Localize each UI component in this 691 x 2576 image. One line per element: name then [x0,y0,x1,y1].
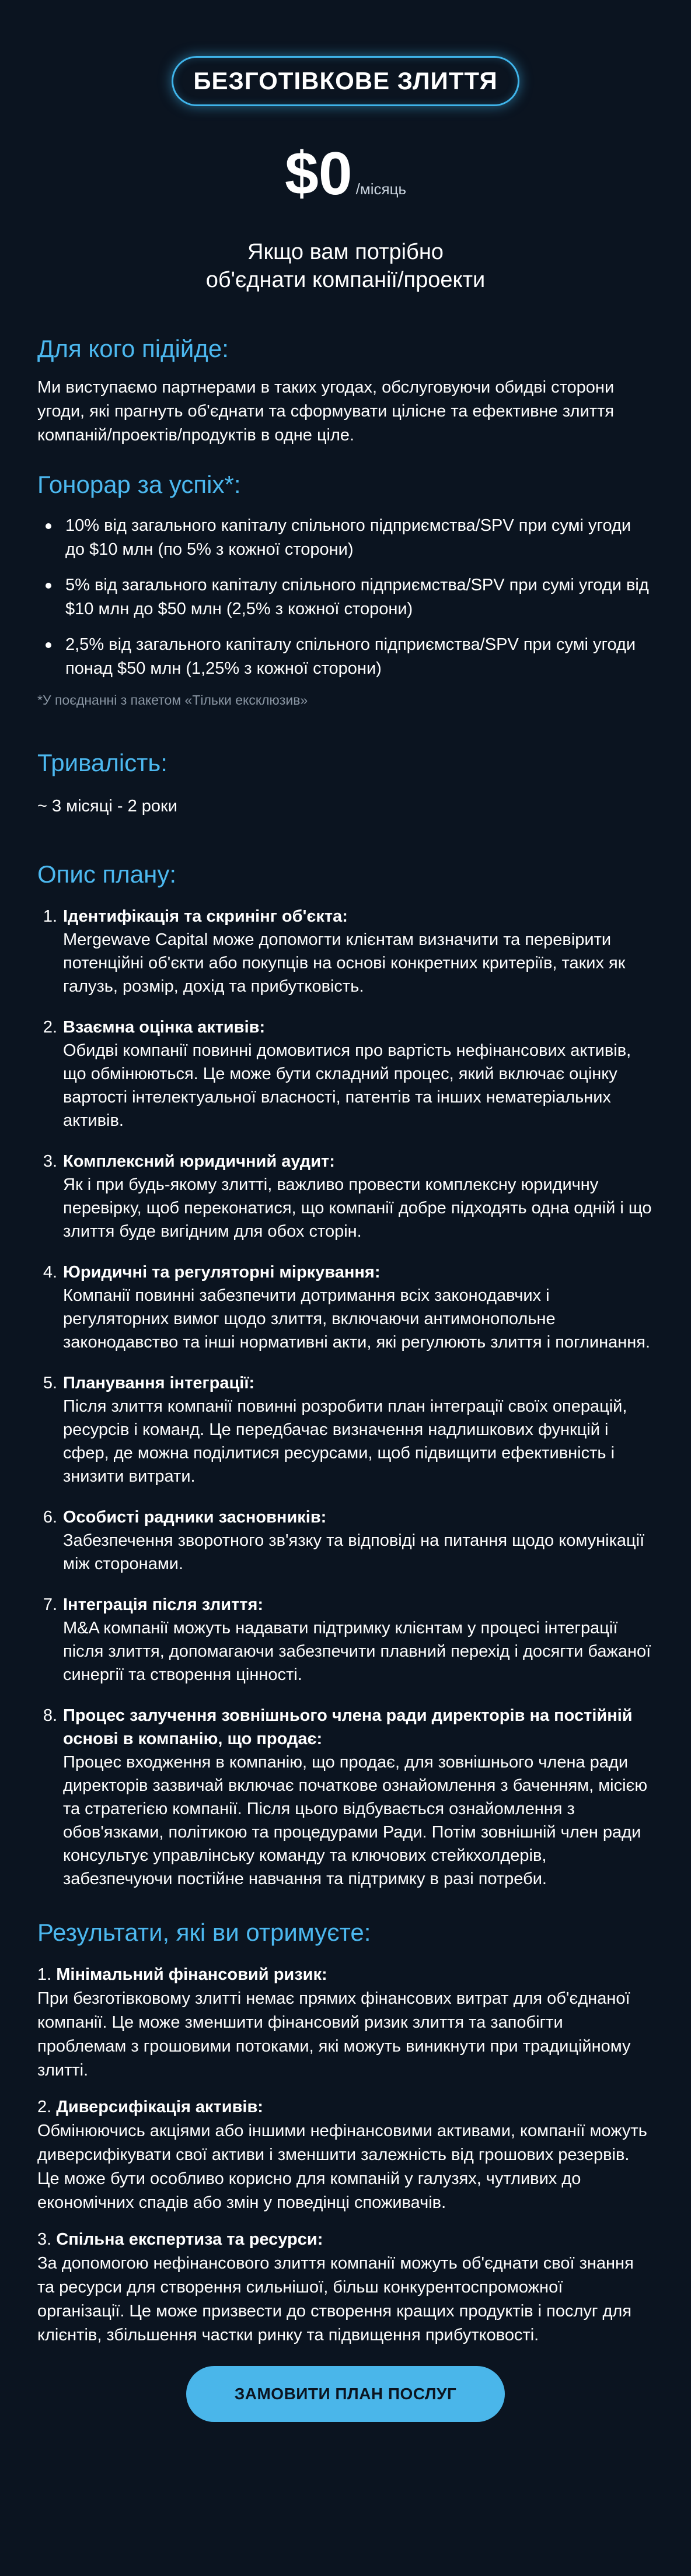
section-heading-duration: Тривалість: [37,749,167,776]
result-item [37,1963,654,2082]
plan-badge: БЕЗГОТІВКОВЕ ЗЛИТТЯ [172,56,519,106]
result-text: При безготівковому злитті немає прямих фінансових витрат для об'єднаної компанії. Це може зменшити фінансовий ризик злиття та запобігти проблемам з грошовими потоками, які можуть виникнути при традиційному злитті. [37,1989,631,2080]
plan-step-text: Забезпечення зворотного зв'язку та відповіді на питання щодо комунікації між сторонами. [63,1531,645,1573]
section-plan-description [37,859,654,1891]
order-plan-button[interactable]: ЗАМОВИТИ ПЛАН ПОСЛУГ [186,2366,505,2422]
plan-step-text: Компанії повинні забезпечити дотримання всіх законодавчих і регуляторних вимог щодо злиття, включаючи антимонопольне законодавство та інші нормативні акти, які регулюють злиття і поглинання. [63,1286,651,1352]
plan-step-text: Як і при будь-якому злитті, важливо провести комплексну юридичну перевірку, щоб переконатися, що компанії добре підходять одна одній і що злиття буде вигідним для обох сторін. [63,1175,652,1241]
result-item [37,2095,654,2215]
plan-step-number: 8. [43,1706,57,1725]
results-list [37,1963,654,2347]
section-heading-success-fee: Гонорар за успіх*: [37,471,241,498]
section-heading-results: Результати, які ви отримуєте: [37,1919,371,1946]
section-heading-audience: Для кого підійде: [37,335,229,362]
price-row [37,140,654,208]
plan-step-number: 2. [43,1018,57,1037]
plan-step-number: 6. [43,1508,57,1527]
plan-step-title: Взаємна оцінка активів: [63,1018,266,1037]
duration-text: ~ 3 місяці - 2 роки [37,797,177,816]
fee-item: 10% від загального капіталу спільного підприємства/SPV при сумі угоди до $10 млн (по 5% з кожної сторони) [37,514,654,562]
plan-step-title: Процес залучення зовнішнього члена ради директорів на постійній основі в компанію, що продає: [63,1706,633,1748]
section-success-fee [37,470,654,708]
plan-step-number: 5. [43,1374,57,1392]
plan-step-text: Mergewave Capital може допомогти клієнтам визначити та перевірити потенційні об'єкти або покупців на основі конкретних критеріїв, таких як галузь, розмір, дохід та прибутковість. [63,930,626,996]
badge-wrap [37,0,654,106]
plan-step-text: Процес входження в компанію, що продає, для зовнішнього члена ради директорів зазвичай включає початкове ознайомлення з баченням, місією та стратегією компанії. Після цього відбувається ознайомлення з обов'язками, політикою та процедурами Ради. Потім зовнішній член ради консультує управлінську команду та ключових стейкхолдерів, забезпечуючи постійне навчання та підтримку в разі потреби. [63,1753,648,1888]
fee-footnote: *У поєднанні з пакетом «Тільки ексклюзив» [37,692,308,708]
plan-step [37,1016,654,1132]
subtitle-line-2: об'єднати компанії/проекти [205,268,486,292]
plan-step-number: 3. [43,1152,57,1171]
plan-step [37,1593,654,1686]
section-audience [37,334,654,447]
fee-list [37,514,654,681]
fee-item: 5% від загального капіталу спільного підприємства/SPV при сумі угоди від $10 млн до $50 млн (2,5% з кожної сторони) [37,573,654,621]
plan-step [37,1704,654,1891]
section-results [37,1917,654,2347]
plan-step [37,1371,654,1488]
plan-step [37,905,654,998]
plan-step-text: Після злиття компанії повинні розробити план інтеграції своїх операцій, ресурсів і команд. Це передбачає визначення надлишкових функцій і сфер, де можна поділитися ресурсами, щоб підвищити ефективність і знизити витрати. [63,1397,627,1486]
subtitle-line-1: Якщо вам потрібно [247,240,444,264]
plan-step-title: Юридичні та регуляторні міркування: [63,1263,381,1282]
plan-subtitle [37,238,654,294]
plan-step [37,1150,654,1243]
plan-step-title: Інтеграція після злиття: [63,1595,264,1614]
plan-step [37,1261,654,1354]
plan-step-text: Обидві компанії повинні домовитися про вартість нефінансових активів, що обмінюються. Це може бути складний процес, який включає оцінку вартості інтелектуальної власності, патентів та інших нематеріальних активів. [63,1041,631,1130]
result-title: Мінімальний фінансовий ризик: [56,1965,327,1984]
result-item [37,2228,654,2347]
result-title: Диверсифікація активів: [56,2098,263,2116]
plan-steps-list [37,905,654,1891]
plan-step-title: Планування інтеграції: [63,1374,255,1392]
cta-wrap [0,2366,691,2422]
fee-item: 2,5% від загального капіталу спільного підприємства/SPV при сумі угоди понад $50 млн (1,25% з кожної сторони) [37,633,654,681]
result-text: Обмінюючись акціями або іншими нефінансовими активами, компанії можуть диверсифікувати свої активи і зменшити залежність від грошових резервів. Це може бути особливо корисно для компаній у галузях, чутливих до економічних спадів або змін у поведінці споживачів. [37,2122,647,2212]
plan-step-number: 1. [43,907,57,926]
result-number: 3. [37,2230,52,2249]
section-heading-plan-description: Опис плану: [37,860,177,888]
plan-step [37,1506,654,1576]
plan-step-number: 4. [43,1263,57,1282]
plan-step-title: Ідентифікація та скринінг об'єкта: [63,907,348,926]
plan-price: $0 [284,140,353,208]
plan-period: /місяць [355,180,407,198]
plan-step-text: M&A компанії можуть надавати підтримку клієнтам у процесі інтеграції після злиття, допомагаючи забезпечити плавний перехід і досягти бажаної синергії та створення цінності. [63,1619,651,1684]
plan-step-title: Особисті радники засновників: [63,1508,327,1527]
result-text: За допомогою нефінансового злиття компанії можуть об'єднати свої знання та ресурси для створення сильнішої, більш конкурентоспроможної організації. Це може призвести до створення кращих продуктів і послуг для клієнтів, збільшення частки ринку та підвищення прибутковості. [37,2254,634,2344]
section-duration [37,748,654,818]
result-number: 1. [37,1965,52,1984]
result-title: Спільна експертиза та ресурси: [56,2230,323,2249]
plan-step-title: Комплексний юридичний аудит: [63,1152,335,1171]
result-number: 2. [37,2098,52,2116]
plan-step-number: 7. [43,1595,57,1614]
audience-text: Ми виступаємо партнерами в таких угодах, обслуговуючи обидві сторони угоди, які прагнуть об'єднати та сформувати цілісне та ефективне злиття компаній/проектів/продуктів в одне ціле. [37,378,615,444]
